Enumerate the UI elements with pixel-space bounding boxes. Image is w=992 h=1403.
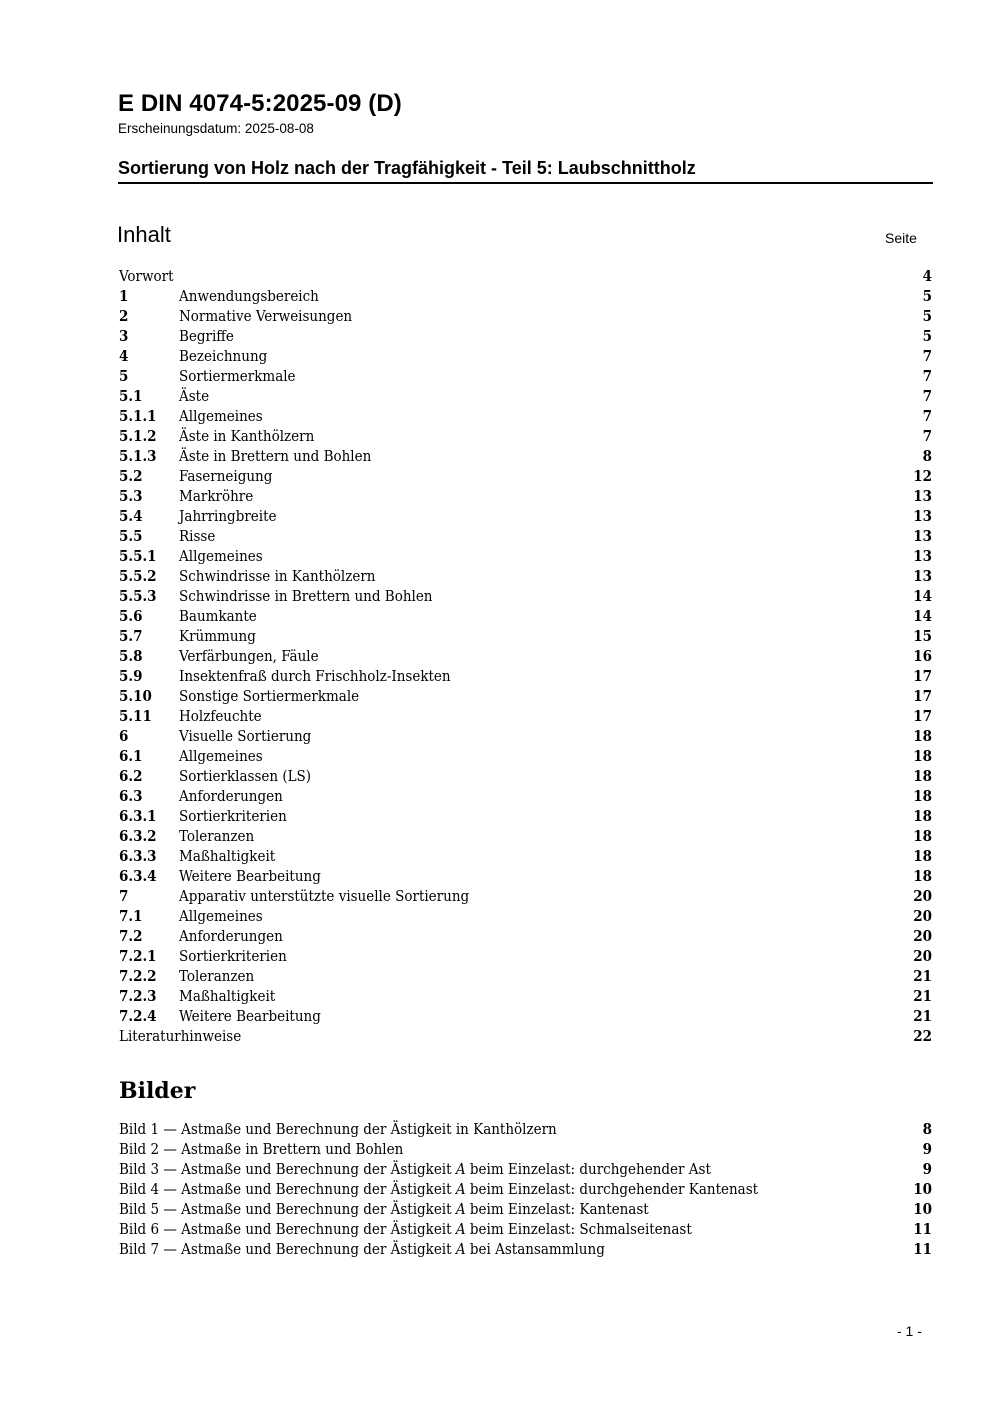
toc-entry-number: 5.5 (119, 526, 148, 546)
publication-date: Erscheinungsdatum: 2025-08-08 (118, 121, 314, 136)
toc-entry[interactable] (119, 786, 932, 806)
toc-entry[interactable] (119, 1026, 932, 1046)
toc-entry-title: Vorwort (119, 266, 180, 286)
figure-label: Bild 5 (119, 1200, 160, 1218)
figure-entry-caption: Bild 1 — Astmaße und Berechnung der Ästigkeit in Kanthölzern (119, 1119, 563, 1139)
toc-entry-number: 5.6 (119, 606, 148, 626)
figure-entry-caption: Bild 3 — Astmaße und Berechnung der Ästigkeit A beim Einzelast: durchgehender Ast (119, 1159, 717, 1179)
toc-entry-number: 7.2.3 (119, 986, 163, 1006)
toc-entry-page: 21 (913, 987, 932, 1005)
toc-entry[interactable] (119, 306, 932, 326)
toc-entry-title: Weitere Bearbeitung (179, 1006, 327, 1026)
toc-entry-number: 5.3 (119, 486, 148, 506)
toc-entry-page: 13 (913, 527, 932, 545)
toc-entry-title: Allgemeines (179, 546, 269, 566)
toc-entry[interactable] (119, 486, 932, 506)
toc-heading: Inhalt (117, 222, 171, 247)
toc-entry-page: 13 (913, 487, 932, 505)
toc-entry-page: 20 (913, 907, 932, 925)
toc-entry-number: 5.4 (119, 506, 148, 526)
toc-entry-title: Sonstige Sortiermerkmale (179, 686, 365, 706)
figure-label: Bild 4 (119, 1180, 160, 1198)
toc-entry-title: Holzfeuchte (179, 706, 268, 726)
toc-entry-title: Risse (179, 526, 221, 546)
figure-entry[interactable] (119, 1139, 932, 1159)
page-number: - 1 - (897, 1323, 922, 1339)
figure-title: Astmaße und Berechnung der Ästigkeit in Kanthölzern (181, 1120, 557, 1138)
toc-entry-title: Sortierkriterien (179, 806, 293, 826)
toc-entry[interactable] (119, 506, 932, 526)
toc-entry[interactable] (119, 526, 932, 546)
toc-entry-page: 21 (913, 1007, 932, 1025)
toc-entry-page: 22 (913, 1027, 932, 1045)
toc-entry-page: 18 (913, 807, 932, 825)
toc-entry-title: Allgemeines (179, 406, 269, 426)
figure-entry-page: 11 (913, 1240, 932, 1258)
toc-entry-number: 7.2.2 (119, 966, 163, 986)
toc-entry[interactable] (119, 926, 932, 946)
toc-entry-title: Schwindrisse in Brettern und Bohlen (179, 586, 439, 606)
document-id: E DIN 4074-5:2025-09 (D) (118, 90, 402, 117)
toc-entry-number: 5.5.2 (119, 566, 163, 586)
toc-entry-number: 5.10 (119, 686, 158, 706)
toc-entry-page: 7 (922, 427, 932, 445)
toc-entry[interactable] (119, 846, 932, 866)
toc-entry[interactable] (119, 826, 932, 846)
toc-entry[interactable] (119, 326, 932, 346)
toc-entry-title: Schwindrisse in Kanthölzern (179, 566, 381, 586)
toc-entry-title: Normative Verweisungen (179, 306, 358, 326)
toc-entry-number: 6.3.4 (119, 866, 163, 886)
toc-entry-title: Maßhaltigkeit (179, 986, 281, 1006)
toc-entry[interactable] (119, 986, 932, 1006)
figure-entry-page: 8 (922, 1120, 932, 1138)
toc-entry-title: Allgemeines (179, 906, 269, 926)
figure-entry-caption: Bild 4 — Astmaße und Berechnung der Ästigkeit A beim Einzelast: durchgehender Kantenast (119, 1179, 764, 1199)
figure-title: Astmaße und Berechnung der Ästigkeit A beim Einzelast: Kantenast (181, 1200, 649, 1218)
toc-entry-page: 13 (913, 547, 932, 565)
toc-entry[interactable] (119, 546, 932, 566)
toc-entry-title: Bezeichnung (179, 346, 273, 366)
toc-entry-number: 5.5.1 (119, 546, 163, 566)
figure-label: Bild 1 (119, 1120, 160, 1138)
toc-entry-title: Verfärbungen, Fäule (179, 646, 325, 666)
toc-entry-page: 4 (922, 267, 932, 285)
toc-entry-title: Weitere Bearbeitung (179, 866, 327, 886)
toc-entry-page: 20 (913, 947, 932, 965)
toc-entry-page: 18 (913, 827, 932, 845)
toc-entry[interactable] (119, 266, 932, 286)
toc-entry[interactable] (119, 566, 932, 586)
toc-entry-page: 17 (913, 707, 932, 725)
toc-entry-title: Faserneigung (179, 466, 278, 486)
figure-entry-page: 10 (913, 1200, 932, 1218)
figures-heading: Bilder (119, 1078, 196, 1104)
figure-title: Astmaße und Berechnung der Ästigkeit A beim Einzelast: durchgehender Kantenast (181, 1180, 759, 1198)
toc-entry-number: 3 (119, 326, 134, 346)
toc-entry-page: 16 (913, 647, 932, 665)
toc-entry-page: 14 (913, 607, 932, 625)
figure-label: Bild 2 (119, 1140, 160, 1158)
toc-entry-title: Äste (179, 386, 215, 406)
toc-entry-page: 7 (922, 347, 932, 365)
toc-entry-number: 5.11 (119, 706, 158, 726)
toc-entry[interactable] (119, 886, 932, 906)
document-title: Sortierung von Holz nach der Tragfähigkeit - Teil 5: Laubschnittholz (118, 158, 933, 184)
figure-entry-page: 11 (913, 1220, 932, 1238)
toc-entry[interactable] (119, 686, 932, 706)
toc-entry-number: 7.2.4 (119, 1006, 163, 1026)
table-of-contents (119, 266, 932, 1046)
toc-page-column-label: Seite (885, 230, 917, 246)
toc-entry-number: 2 (119, 306, 134, 326)
toc-entry-number: 5.8 (119, 646, 148, 666)
toc-entry-page: 18 (913, 727, 932, 745)
figure-entry[interactable] (119, 1199, 932, 1219)
toc-entry-page: 18 (913, 787, 932, 805)
toc-entry-page: 20 (913, 887, 932, 905)
toc-entry-page: 15 (913, 627, 932, 645)
toc-entry-page: 18 (913, 847, 932, 865)
list-of-figures (119, 1119, 932, 1259)
toc-entry[interactable] (119, 746, 932, 766)
toc-entry-page: 8 (922, 447, 932, 465)
toc-entry[interactable] (119, 866, 932, 886)
toc-entry-title: Jahrringbreite (179, 506, 282, 526)
toc-entry-page: 5 (922, 287, 932, 305)
toc-entry-title: Maßhaltigkeit (179, 846, 281, 866)
toc-entry-title: Begriffe (179, 326, 240, 346)
toc-entry-page: 7 (922, 367, 932, 385)
figure-label: Bild 7 (119, 1240, 160, 1258)
toc-entry[interactable] (119, 1006, 932, 1026)
toc-entry[interactable] (119, 586, 932, 606)
toc-entry-page: 20 (913, 927, 932, 945)
figure-label: Bild 6 (119, 1220, 160, 1238)
toc-entry-number: 1 (119, 286, 134, 306)
toc-entry[interactable] (119, 726, 932, 746)
toc-entry-page: 18 (913, 747, 932, 765)
figure-entry-page: 10 (913, 1180, 932, 1198)
figure-entry-caption: Bild 6 — Astmaße und Berechnung der Ästigkeit A beim Einzelast: Schmalseitenast (119, 1219, 698, 1239)
toc-entry-page: 5 (922, 307, 932, 325)
figure-label: Bild 3 (119, 1160, 160, 1178)
toc-entry-number: 5.1.3 (119, 446, 163, 466)
toc-entry-number: 5.2 (119, 466, 148, 486)
toc-entry-title: Insektenfraß durch Frischholz-Insekten (179, 666, 457, 686)
toc-entry-page: 14 (913, 587, 932, 605)
toc-entry[interactable] (119, 406, 932, 426)
toc-entry-title: Anforderungen (179, 786, 289, 806)
toc-entry-title: Baumkante (179, 606, 263, 626)
toc-entry-number: 5.7 (119, 626, 148, 646)
toc-entry-page: 5 (922, 327, 932, 345)
toc-entry-title: Sortiermerkmale (179, 366, 302, 386)
figure-title: Astmaße in Brettern und Bohlen (181, 1140, 404, 1158)
toc-entry-page: 18 (913, 767, 932, 785)
toc-entry-number: 6.3.3 (119, 846, 163, 866)
toc-entry-title: Toleranzen (179, 966, 260, 986)
toc-entry-number: 6.2 (119, 766, 148, 786)
toc-entry[interactable] (119, 366, 932, 386)
toc-entry-number: 6.1 (119, 746, 148, 766)
toc-entry[interactable] (119, 626, 932, 646)
toc-entry-page: 18 (913, 867, 932, 885)
figure-entry-caption: Bild 7 — Astmaße und Berechnung der Ästigkeit A bei Astansammlung (119, 1239, 611, 1259)
toc-entry[interactable] (119, 706, 932, 726)
toc-entry-page: 21 (913, 967, 932, 985)
figure-entry[interactable] (119, 1159, 932, 1179)
figure-entry-page: 9 (922, 1140, 932, 1158)
toc-entry[interactable] (119, 346, 932, 366)
toc-entry-number: 6.3 (119, 786, 148, 806)
figure-entry-page: 9 (922, 1160, 932, 1178)
toc-entry-page: 17 (913, 667, 932, 685)
toc-entry-number: 7 (119, 886, 134, 906)
figure-entry[interactable] (119, 1219, 932, 1239)
toc-entry-page: 12 (913, 467, 932, 485)
toc-entry[interactable] (119, 426, 932, 446)
toc-entry[interactable] (119, 646, 932, 666)
toc-entry-title: Anwendungsbereich (179, 286, 325, 306)
toc-entry-title: Sortierkriterien (179, 946, 293, 966)
toc-entry[interactable] (119, 966, 932, 986)
toc-entry-number: 7.2.1 (119, 946, 163, 966)
figure-title: Astmaße und Berechnung der Ästigkeit A beim Einzelast: Schmalseitenast (181, 1220, 692, 1238)
toc-entry-number: 5.9 (119, 666, 148, 686)
figure-title: Astmaße und Berechnung der Ästigkeit A beim Einzelast: durchgehender Ast (181, 1160, 711, 1178)
toc-entry-page: 13 (913, 567, 932, 585)
toc-entry-page: 17 (913, 687, 932, 705)
toc-entry-number: 6.3.2 (119, 826, 163, 846)
toc-entry-number: 5.1 (119, 386, 148, 406)
toc-entry-number: 7.1 (119, 906, 148, 926)
toc-entry-title: Literaturhinweise (119, 1026, 247, 1046)
toc-entry-number: 5.1.1 (119, 406, 163, 426)
toc-entry[interactable] (119, 286, 932, 306)
toc-entry-page: 7 (922, 407, 932, 425)
toc-entry-title: Äste in Brettern und Bohlen (179, 446, 377, 466)
figure-entry[interactable] (119, 1119, 932, 1139)
toc-entry[interactable] (119, 666, 932, 686)
toc-entry[interactable] (119, 806, 932, 826)
toc-entry[interactable] (119, 766, 932, 786)
toc-entry-number: 6.3.1 (119, 806, 163, 826)
figure-entry[interactable] (119, 1239, 932, 1259)
toc-entry-number: 7.2 (119, 926, 148, 946)
toc-entry-number: 4 (119, 346, 134, 366)
toc-entry[interactable] (119, 446, 932, 466)
toc-entry-title: Apparativ unterstützte visuelle Sortierung (179, 886, 475, 906)
figure-entry-caption: Bild 2 — Astmaße in Brettern und Bohlen (119, 1139, 409, 1159)
toc-entry-title: Anforderungen (179, 926, 289, 946)
toc-entry-number: 5 (119, 366, 134, 386)
toc-entry-page: 13 (913, 507, 932, 525)
toc-entry-number: 5.1.2 (119, 426, 163, 446)
figure-title: Astmaße und Berechnung der Ästigkeit A bei Astansammlung (181, 1240, 605, 1258)
toc-entry-title: Sortierklassen (LS) (179, 766, 317, 786)
toc-entry-title: Markröhre (179, 486, 259, 506)
toc-entry[interactable] (119, 386, 932, 406)
toc-entry[interactable] (119, 946, 932, 966)
toc-entry-title: Toleranzen (179, 826, 260, 846)
toc-entry[interactable] (119, 906, 932, 926)
toc-entry[interactable] (119, 606, 932, 626)
figure-entry[interactable] (119, 1179, 932, 1199)
toc-entry-number: 5.5.3 (119, 586, 163, 606)
toc-entry-title: Krümmung (179, 626, 262, 646)
toc-entry-title: Äste in Kanthölzern (179, 426, 320, 446)
toc-entry-title: Visuelle Sortierung (179, 726, 317, 746)
toc-entry[interactable] (119, 466, 932, 486)
toc-entry-page: 7 (922, 387, 932, 405)
toc-entry-number: 6 (119, 726, 134, 746)
figure-entry-caption: Bild 5 — Astmaße und Berechnung der Ästigkeit A beim Einzelast: Kantenast (119, 1199, 655, 1219)
toc-entry-title: Allgemeines (179, 746, 269, 766)
